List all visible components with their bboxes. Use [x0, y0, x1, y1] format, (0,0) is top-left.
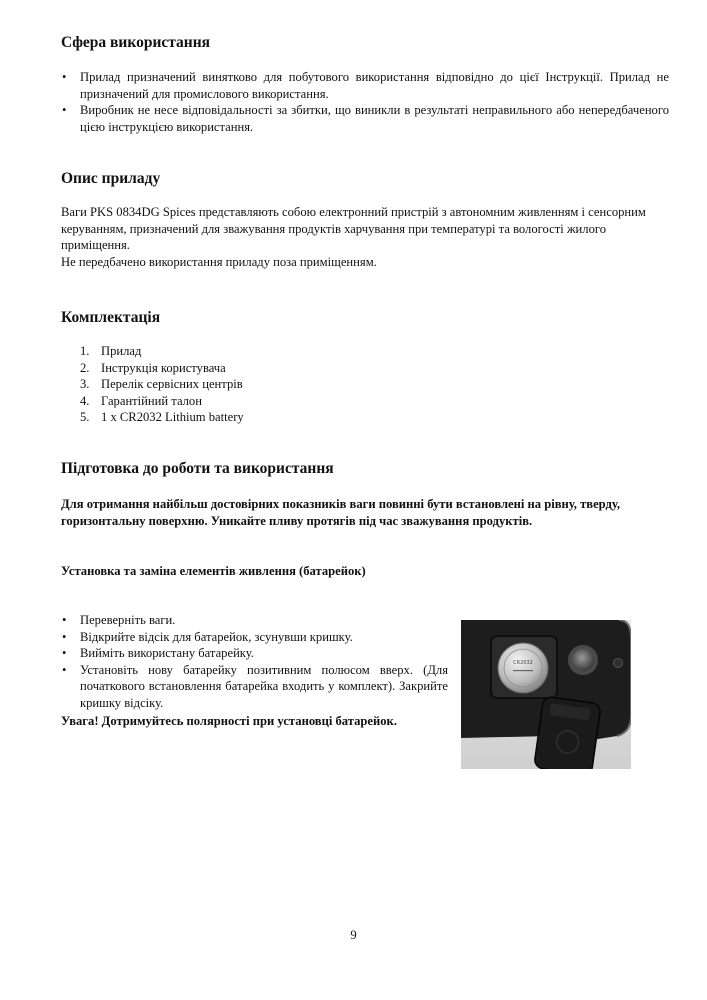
list-item: 2. Інструкція користувача [80, 360, 226, 375]
list-item: • Відкрийте відсік для батарейок, зсунувши кришку. [62, 629, 353, 644]
screw-hole [614, 659, 623, 668]
list-item: 1. Прилад [80, 344, 142, 358]
coin-battery [498, 643, 548, 693]
scope-bullet-list [61, 69, 669, 135]
list-item: • Переверніть ваги. [62, 613, 176, 627]
bullet-icon: • [62, 613, 67, 627]
polarity-warning: Увага! Дотримуйтесь полярності при установці батарейок. [61, 714, 397, 728]
bullet-icon: • [62, 646, 67, 660]
list-item: 5. 1 x CR2032 Lithium battery [80, 410, 244, 424]
list-item: • Прилад призначений винятково для побутового використання відповідно до цієї Інструкції. Прилад не призначений для промислового використання. [62, 70, 669, 101]
section-title-kit: Комплектація [61, 309, 161, 326]
svg-text:CR2032: CR2032 [513, 660, 533, 666]
section-title-description: Опис приладу [61, 170, 161, 187]
battery-steps-list [61, 612, 448, 711]
bullet-icon: • [62, 629, 67, 644]
bullet-icon: • [62, 662, 67, 677]
sensor-button [572, 649, 594, 671]
list-item: 3. Перелік сервісних центрів [80, 377, 243, 391]
description-note: Не передбачено використання приладу поза приміщенням. [61, 255, 377, 269]
battery-compartment-photo [461, 620, 631, 769]
kit-list [80, 343, 244, 426]
section-title-prep: Підготовка до роботи та використання [61, 460, 334, 477]
section-title-scope: Сфера використання [61, 34, 211, 51]
bullet-icon: • [62, 103, 67, 117]
page-number: 9 [350, 928, 357, 942]
list-item: • Вийміть використану батарейку. [62, 646, 254, 660]
list-item: • Установіть нову батарейку позитивним полюсом вверх. (Для початкового встановлення батарейка входить у комплект). Закрийте кришку відсіку. [62, 662, 448, 710]
prep-important-text: Для отримання найбільш достовірних показників ваги повинні бути встановлені на рівну, тверду, горизонтальну поверхню. Уникайте пливу протягів під час зважування продуктів. [61, 497, 621, 528]
battery-subtitle: Установка та заміна елементів живлення (батарейок) [61, 564, 366, 578]
list-item: 4. Гарантійний талон [80, 393, 202, 408]
list-item: • Виробник не несе відповідальності за збитки, що виникли в результаті неправильного або непередбаченого цією інструкцією використання. [62, 103, 669, 134]
description-text: Ваги PKS 0834DG Spices представляють собою електронний пристрій з автономним живленням і сенсорним керуванням, призначений для зважування продуктів харчування при температурі та вологості жилого приміщення. [61, 205, 646, 252]
bullet-icon: • [62, 70, 67, 84]
